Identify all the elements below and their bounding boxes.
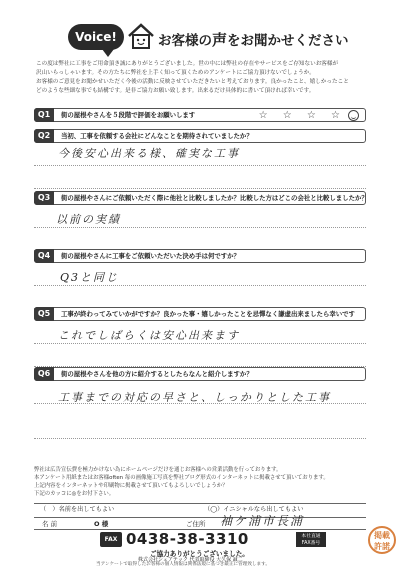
house-icon [126,22,156,50]
question-text: 街の屋根やさんにご依頼いただく際に他社と比較しましたか？比較した方はどこの会社と比較しましたか？ [61,194,368,202]
star-icons: ☆ ☆ ☆ ☆ [258,110,346,121]
question-header [34,249,366,263]
question-number: Q1 [34,108,54,122]
question-header [34,191,366,205]
consent-options [34,503,366,515]
question-text: 街の屋根やさんに工事をご依頼いただいた決め手は何ですか？ [61,252,240,260]
answer-area[interactable] [34,143,366,189]
company-name: 株式会社シェアテック 代表取締役 大久保 誠二 [138,557,243,563]
name-label: 名 前 [42,520,58,528]
approval-seal-icon: 掲載 許諾 [368,526,396,554]
question-text: 街の屋根やさんを５段階で評価をお願いします [61,111,196,119]
answer-text: Q3と同じ [60,271,120,284]
question-4 [34,249,366,309]
footer-note: 当アンケートで取得したお客様の個人情報は関係法規に基づき厳正に管理致します。 [96,562,270,566]
page-title: お客様の声をお聞かせください [158,31,349,49]
question-3 [34,191,366,251]
voice-badge: Voice! [68,24,124,50]
question-number: Q5 [34,307,54,321]
fax-number: 0438-38-3310 [126,530,249,548]
name-value[interactable]: O 様 [94,520,109,528]
answer-text: これでしばらくは安心出来ます [58,329,240,342]
customer-info-row [34,514,366,530]
answer-area[interactable] [34,381,366,439]
answer-text: 以前の実績 [56,213,121,226]
fax-icon: FAX [100,532,122,547]
fax-bar [100,532,370,548]
question-header [34,129,366,143]
question-number: Q6 [34,367,54,381]
privacy-notice: 弊社は広告宣伝費を極力かけない為にホームページだけを通じお客様への営業活動を行っております。 本アンケート用紙またはお客様often 毎の画像施工写真を弊社ブログ形式のインターネットに掲載させて頂いております。 上記内容をインターネットや印刷物に掲載させて頂いてもよろしいでしょうか？ 下記のカッコに◎をお付下さい。 [34,467,329,497]
question-header [34,367,366,381]
question-number: Q3 [34,191,54,205]
consent-option-name[interactable]: （ ）名前を出してもよい [40,506,115,513]
question-1 [34,108,366,122]
thanks-message: ご協力ありがとうございました。 [150,550,249,558]
question-header [34,307,366,321]
question-text: 工事が終わってみていかがですか？良かった事・嬉しかったことを忌憚なく謙虚出来ましたら幸いです [61,310,355,318]
answer-area[interactable] [34,263,366,309]
question-number: Q4 [34,249,54,263]
question-header [34,108,366,122]
answer-text: 今後安心出来る様、確実な工事 [58,147,240,160]
question-6 [34,367,366,439]
question-5 [34,307,366,367]
intro-text: この度は弊社に工事をご用命頂き誠にありがとうございました。世の中には弊社の存在やサービスをご存知ないお客様が 沢山いらっしゃいます。その方たちに弊社を上手く知って頂くためのアンケートにご協力頂けないでしょうか。 お客様のご意見をお聞かせいただく今後の活動に反映させていただきたいと考えております。良かったこと、嬉しかったこと どのような些細な事でも結構です。是非ご協力お願い致します。出来るだけ具体的に書いて頂ければ幸いです。 [36,61,349,94]
fax-tag: 本社直通 FAX番号 [296,532,326,547]
answer-area[interactable] [34,321,366,367]
rating-stars[interactable] [259,110,359,121]
answer-area[interactable] [34,205,366,251]
question-text: 街の屋根やさんを他の方に紹介するとしたらなんと紹介しますか？ [61,370,253,378]
consent-option-initial[interactable]: （◯）イニシャルなら出してもよい [204,506,304,513]
question-2 [34,129,366,189]
header [68,18,368,58]
address-value[interactable]: 袖ケ浦市長浦 [220,514,305,528]
answer-text: 工事までの対応の早さと、しっかりとした工事 [58,391,331,404]
smile-icon [348,110,359,121]
question-number: Q2 [34,129,54,143]
question-text: 当初、工事を依頼する会社にどんなことを期待されていましたか？ [61,132,253,140]
address-label: ご住所 [186,520,206,528]
